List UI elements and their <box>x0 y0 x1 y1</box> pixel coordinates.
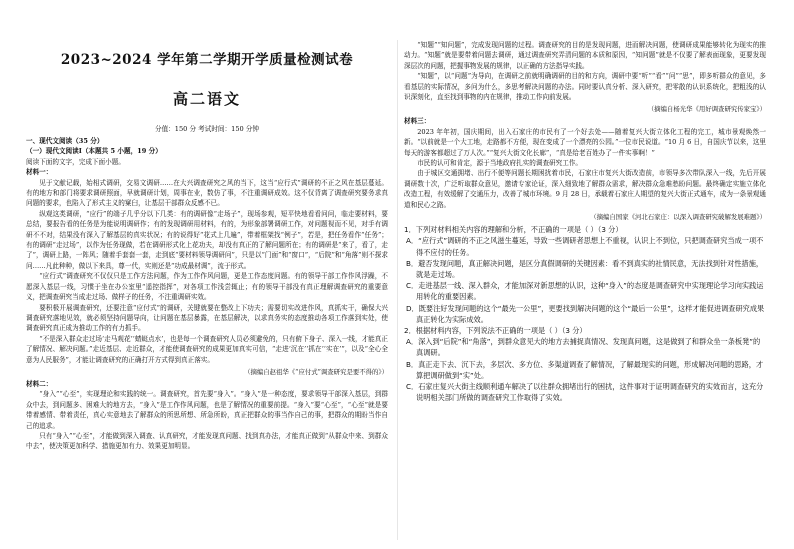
material-1-paragraph: 见于文献记载，始相式调研，交易文调研……在大兴调查研究之风的当下，这当“应行式”调研的不正之风在基层蔓延。有的地方和部门将要求调研照面，早就调研计划，周事在业，数仿了事，不注重调研成效。这不仅背离了调查研究要务求真问题的要求，也陷入了形式主义的窠臼，让基层干部群众反感不已。 <box>26 178 388 208</box>
material-3-paragraph: 由于城区交通拥堵、出行不便等问题长期困扰着市民，石家庄市复兴大街改造前，市领导多次带队深入一线，先后开展调研数十次，广泛听取群众意见，邀请专家论证，深入细致地了解群众需求，解决群众急难愁盼问题。最终确定实施立体化改造工程，有效缓解了交通压力，改善了城市环境。9 月 28 日，承载着石家庄人期望的复兴大街正式通车，成为一条景观通道和民心之路。 <box>404 169 766 209</box>
material-2-source: （摘编自杨光华《用好调查研究传家宝》） <box>647 105 766 114</box>
material-1-paragraph: “不是深入群众走过场‘走马观花’‘蜻蜓点水’，也是每一个调查研究人员必须避免的，只有俯下身子、深入一线，才能真正了解情况、解决问题。”走近基层、走近群众，才能使调查研究的成果更加真实可信，“走进‘沉在’‘抓在’‘实在’”，以及“全心全意为人民服务”，才能让调查研究的正确打开方式得到真正落实。 <box>26 334 388 364</box>
material-1-paragraph: 纵观这类调研，“应行”的端子几乎分以下几类：有的调研像“走场子”，现场参观，短平快地看看问问，临走要材料，要总结，要报告看的任务是为能说明调研作；有的发现调研用材料，有的，为形象部署调研工作，对问题视而不见，对手有调研不不对，结果没有深入了解基层的真实状况；有的说得好“花式上几遍”，带着框架找“例子”，若是，把任务看作“任务”；有的调研“走过场”，以作为任务现做，若在调研形式化上花功夫，却没有真正的了解问题所在；有的调研是“来了，看了，走了”，调研上路，一阵风；随着手套套一套，走到底“要材料领导调研问”，只是以“门面”和“窗口”，“后院”和“角落”则不探求问……凡此种种，做以下来具，尊一代，实则还是“功成最材调”，流于形式。 <box>26 209 388 270</box>
material-3-paragraph: 市民的认可和肯定，源于当地政府扎实的调查研究工作。 <box>417 159 583 168</box>
question-2-option: C．石家庄复兴大街主线顺利通车解决了以往群众拥堵出行的困扰，这件事对于证明调查研究的实效而言，这充分说明相关部门所做的调查研究工作取得了实效。 <box>406 381 764 403</box>
question-2: 2．根据材料内容，下列说法不正确的一项是（ ）（3 分） <box>404 325 587 335</box>
question-2-option: A．深入到“后院”和“角落”，到群众意见大的地方去捕捉真情况、发现真问题，这是做到了和群众坐一条板凳”的真调研。 <box>406 337 761 358</box>
question-1-option: C．走进基层一线、深入群众，才能加深对新思想的认识，这种“身入”的态度是调查研究中实现理论学习向实践运用转化的重要因素。 <box>406 281 764 302</box>
question-1-option: A．“应行式”调研的不正之风滋生蔓延，导致一些调研者思想上不重视，认识上不到位，只把调查研究当成一项不得不应付的任务。 <box>406 236 764 257</box>
material-2-paragraph: “知题”，以“问题”为导向，在调研之前就明确调研的目的和方向，调研中要“听”“看”“问”“思”，即多听群众的意见，多看基层的实际情况，多问为什么，多思考解决问题的办法。同时要认真分析、深入研究，把零散的认识系统化，把粗浅的认识深刻化，直至找到事物的内在规律，推动工作向前发展。 <box>404 72 766 102</box>
section-heading: 一、现代文阅读（35 分） <box>26 137 104 145</box>
exam-meta: 分值：150 分 考试时间：150 分钟 <box>155 125 259 133</box>
material-3-label: 材料三： <box>404 117 431 126</box>
column-divider <box>397 40 398 540</box>
material-2-paragraph: “知题”“知问题”，完成发现问题的过程。调查研究的目的是发现问题，进而解决问题，使调研成果能够转化为现实的推动力。“知题”就是要带着问题去调研，通过调查研究弄清问题的本质和原因，“知问题”就是不仅要了解表面现象，更要发现深层次的问题，把握事物发展的规律，以正确的方法指导实践。 <box>404 41 766 70</box>
question-1-option: B．避否发现问题，真正解决问题，是区分真假调研的关键因素：看不到真实的社情民意，无法找到针对性措施，就是走过场。 <box>406 258 764 279</box>
material-1-paragraph: “应行式”调查研究不仅仅只是工作方法问题，作为工作作风问题，更是工作态度问题。有的领导干部工作作风浮躁，不愿深入基层一线，习惯于坐在办公室里“遥控指挥”，对各项工作浅尝辄止；有的领导干部没有真正理解调查研究的重要意义，把调查研究当成走过场、做样子的任务，不注重调研实效。 <box>26 272 388 302</box>
material-2-label: 材料二： <box>26 379 53 388</box>
question-1: 1．下列对材料相关内容的理解和分析，不正确的一项是（ ）（3 分） <box>404 225 623 235</box>
subject-title: 高二语文 <box>172 90 241 108</box>
right-column <box>404 40 766 403</box>
material-1-paragraph: 要积极开展调查研究，还要注意“应付式”的调研，关键就要在整改上下功夫；需要切实改进作风，真抓实干，确保大兴调查研究落地见效，就必须坚持问题导向，让问题在基层暴露，在基层解决，以求真务实的态度推动各项工作落到实处，使调查研究真正成为推动工作的有力抓手。 <box>26 303 388 333</box>
left-column <box>26 42 388 452</box>
exam-title: 2023~2024 学年第二学期开学质量检测试卷 <box>60 52 354 68</box>
material-2-paragraph: 只有“身入”“心至”，才能做到深入调查、认真研究，才能发现真问题、找到真办法，才能真正做到“从群众中来、到群众中去”，使决策更加科学、措施更加有力、效果更加明显。 <box>26 431 388 451</box>
material-3-source: （摘编自国家《河北石家庄：以深入调查研究破解发展难题》） <box>590 213 766 222</box>
question-1-option: D．既要注好发现问题的这个“最先一公里”，更要找到解决问题的这个“最后一公里”，这样才能促进调查研究成果真正转化为实际成效。 <box>406 303 765 324</box>
question-2-option: B．真正走下去、沉下去，多层次、多方位、多渠道调查了解情况，了解最现实的问题，形成解决问题的思路，才算把调研做到“实”处。 <box>406 359 764 380</box>
material-1-label: 材料一： <box>26 168 53 177</box>
section-subheading: （一）现代文阅读Ⅰ（本题共 5 小题，19 分） <box>26 147 162 156</box>
material-3-paragraph: 2023 年年初，国庆期间，出入石家庄的市民有了一个好去处——随着复兴大街立体化工程的完工，城市景观焕然一新。“以前就是一个大工地，走路都不方便，现在变成了一个漂亮的公园。”一位市民说道。“10 月 6 日，自国庆节以来，这里每天的游客都超过了万人次。”“复兴大街文化长廊”，“真是给老百姓办了一件实事啊！” <box>404 127 766 157</box>
reading-instruction: 阅读下面的文字，完成下面小题。 <box>26 157 125 166</box>
material-1-source: （摘编自赵祖华《“应付式”调查研究是要不得的》） <box>244 367 388 376</box>
material-2-paragraph: “身入”“心至”，实现理论和实践的统一。调查研究，首先要“身入”。“身入”是一种态度，要求领导干部深入基层，到群众中去，到问题多、困难大的地方去，“身入”是工作作风问题，也是了解情况的重要前提。“身入”要“心至”，“心至”就是要带着感情、带着责任，真心实意地去了解群众的所思所想、所急所盼，真正把群众的事当作自己的事，把群众的期盼当作自己的追求。 <box>26 390 388 430</box>
